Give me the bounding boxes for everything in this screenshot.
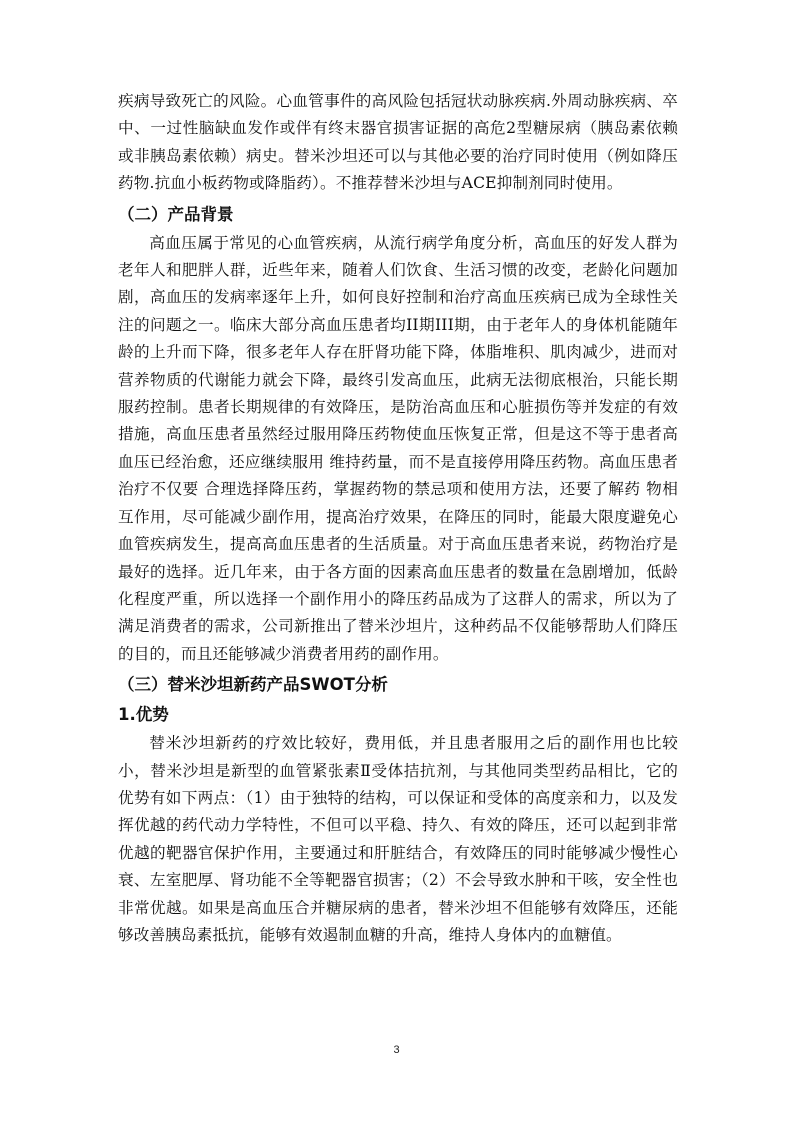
paragraph-strengths: 替米沙坦新药的疗效比较好，费用低，并且患者服用之后的副作用也比较小，替米沙坦是新型的血管紧张素Ⅱ受体拮抗剂，与其他同类型药品相比，它的优势有如下两点：（1）由于独特的结构，可以保证和受体的高度亲和力，以及发挥优越的药代动力学特性，不但可以平稳、持久、有效的降压，还可以起到非常优越的靶器官保护作用，主要通过和肝脏结合，有效降压的同时能够减少慢性心衰、左室肥厚、肾功能不全等靶器官损害；（2）不会导致水肿和干咳，安全性也非常优越。如果是高血压合并糖尿病的患者，替米沙坦不但能够有效降压，还能够改善胰岛素抵抗，能够有效遏制血糖的升高，维持人身体内的血糖值。 [118,734,678,944]
document-body [118,88,678,949]
subsection-heading-strengths: 1.优势 [118,705,169,725]
section-heading-product-background: （二）产品背景 [118,204,234,224]
paragraph-product-background: 高血压属于常见的心血管疾病，从流行病学角度分析，高血压的好发人群为老年人和肥胖人群，近些年来，随着人们饮食、生活习惯的改变，老龄化问题加剧，高血压的发病率逐年上升，如何良好控制和治疗高血压疾病已成为全球性关注的问题之一。临床大部分高血压患者均II期III期，由于老年人的身体机能随年龄的上升而下降，很多老年人存在肝肾功能下降，体脂堆积、肌肉减少，进而对营养物质的代谢能力就会下降，最终引发高血压，此病无法彻底根治，只能长期服药控制。患者长期规律的有效降压，是防治高血压和心脏损伤等并发症的有效措施，高血压患者虽然经过服用降压药物使血压恢复正常，但是这不等于患者高血压已经治愈，还应继续服用 维持药量，而不是直接停用降压药物。高血压患者治疗不仅要 合理选择降压药，掌握药物的禁忌项和使用方法，还要了解药 物相互作用，尽可能减少副作用，提高治疗效果，在降压的同时，能最大限度避免心血管疾病发生，提高高血压患者的生活质量。对于高血压患者来说，药物治疗是最好的选择。近几年来，由于各方面的因素高血压患者的数量在急剧增加，低龄化程度严重，所以选择一个副作用小的降压药品成为了这群人的需求，所以为了满足消费者的需求，公司新推出了替米沙坦片，这种药品不仅能够帮助人们降压的目的，而且还能够减少消费者用药的副作用。 [118,233,678,663]
page-number: 3 [393,1044,400,1056]
paragraph-continued-intro: 疾病导致死亡的风险。心血管事件的高风险包括冠状动脉疾病.外周动脉疾病、卒中、一过性脑缺血发作或伴有终末器官损害证据的高危2型糖尿病（胰岛素依赖或非胰岛素依赖）病史。替米沙坦还可以与其他必要的治疗同时使用（例如降压药物.抗血小板药物或降脂药）。不推荐替米沙坦与ACE抑制剂同时使用。 [118,92,678,193]
section-heading-swot-analysis: （三）替米沙坦新药产品SWOT分析 [118,675,388,695]
